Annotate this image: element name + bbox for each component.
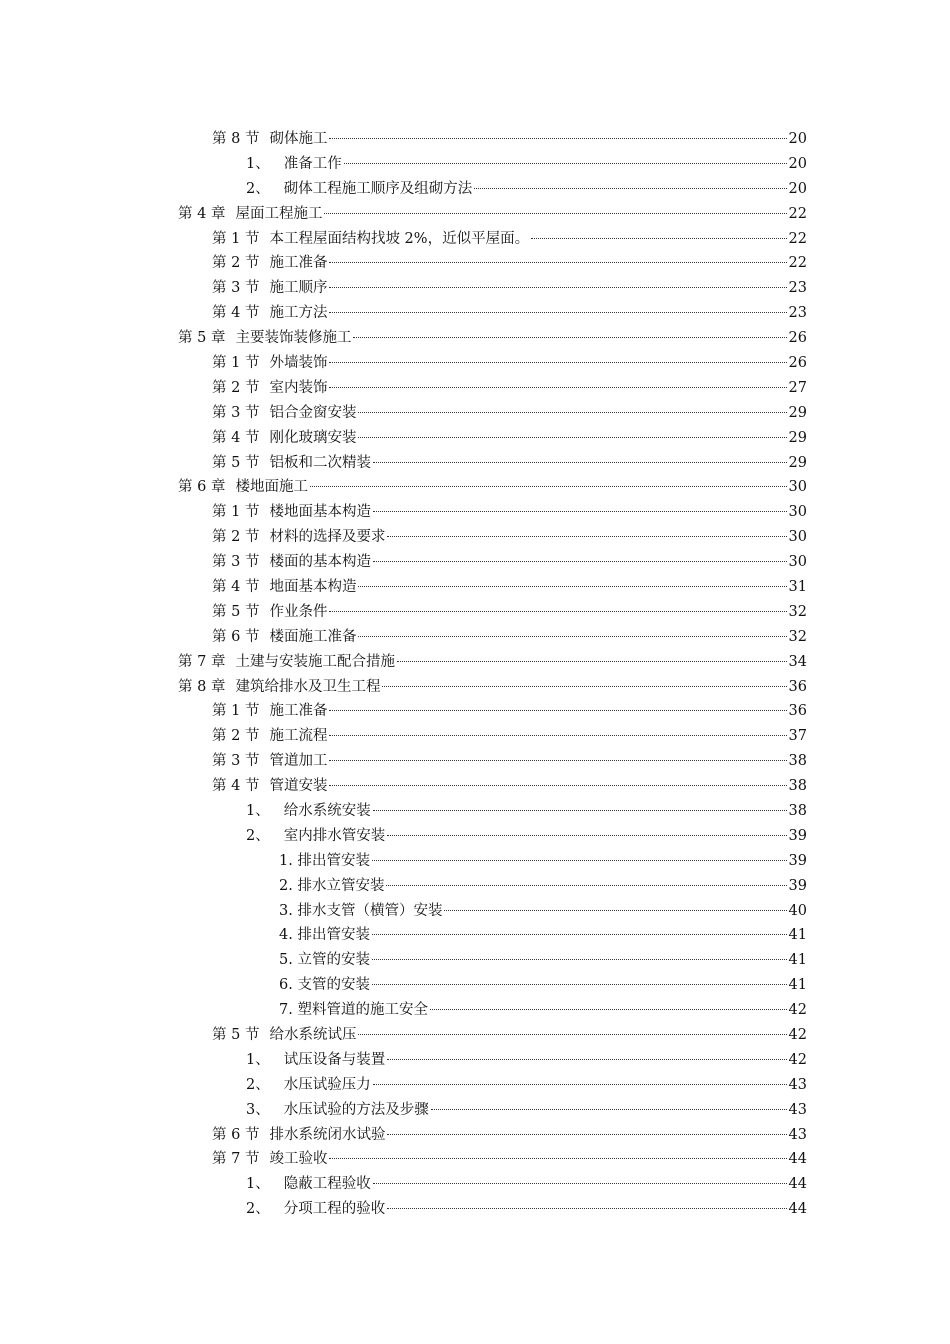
toc-entry[interactable] xyxy=(0,697,950,722)
toc-entry-line xyxy=(212,376,807,397)
toc-entry-line xyxy=(279,899,807,920)
toc-entry-line xyxy=(212,575,807,596)
toc-entry-page-number: 26 xyxy=(788,354,807,371)
toc-entry-page-number: 44 xyxy=(788,1176,807,1193)
toc-entry-page-number: 43 xyxy=(788,1076,807,1093)
toc-entry-page-number: 22 xyxy=(788,230,807,247)
table-of-contents xyxy=(0,125,950,1220)
toc-entry-title: 地面基本构造 xyxy=(269,578,357,595)
toc-entry[interactable] xyxy=(0,822,950,847)
toc-entry-number: 2、 xyxy=(246,827,270,844)
toc-dot-leader xyxy=(329,362,786,363)
toc-entry-number: 第 5 节 xyxy=(212,1027,260,1043)
toc-entry-title: 管道安装 xyxy=(269,778,328,795)
toc-entry-page-number: 30 xyxy=(788,554,807,571)
toc-entry-number: 1、 xyxy=(246,802,270,819)
toc-entry-line xyxy=(178,475,807,496)
toc-entry-number: 第 2 节 xyxy=(212,379,260,396)
toc-dot-leader xyxy=(372,959,787,960)
toc-entry-title: 试压设备与装置 xyxy=(283,1051,386,1068)
toc-entry-page-number: 32 xyxy=(788,628,807,645)
toc-entry-page-number: 20 xyxy=(788,155,807,172)
toc-entry-line xyxy=(246,824,807,845)
toc-entry-line xyxy=(279,923,807,944)
toc-entry-title: 4. 排出管安装 xyxy=(279,927,370,944)
toc-entry-page-number: 23 xyxy=(788,280,807,297)
toc-entry-title: 隐蔽工程验收 xyxy=(283,1176,371,1193)
toc-entry[interactable] xyxy=(0,772,950,797)
toc-entry-line xyxy=(212,301,807,322)
toc-entry[interactable] xyxy=(0,623,950,648)
toc-entry-number: 第 3 节 xyxy=(212,404,260,421)
toc-dot-leader xyxy=(372,984,787,985)
toc-entry[interactable] xyxy=(0,872,950,897)
toc-entry[interactable] xyxy=(0,150,950,175)
toc-dot-leader xyxy=(372,860,787,861)
toc-entry-title: 施工流程 xyxy=(269,728,328,745)
toc-entry-title: 外墙装饰 xyxy=(269,354,328,371)
toc-entry-number: 第 1 节 xyxy=(212,703,260,720)
toc-dot-leader xyxy=(358,586,786,587)
toc-entry-title: 主要装饰装修施工 xyxy=(235,330,352,347)
toc-entry-line xyxy=(212,525,807,546)
toc-entry-line xyxy=(212,1023,807,1044)
toc-dot-leader xyxy=(386,885,786,886)
toc-entry-line xyxy=(246,799,807,820)
toc-dot-leader xyxy=(531,238,786,239)
toc-entry-number: 第 6 节 xyxy=(212,1126,260,1143)
toc-entry[interactable] xyxy=(0,1170,950,1195)
toc-entry-number: 第 5 节 xyxy=(212,454,260,471)
toc-dot-leader xyxy=(329,735,786,736)
toc-entry-line xyxy=(212,724,807,745)
toc-entry-page-number: 41 xyxy=(788,952,807,969)
toc-entry-number: 第 7 章 xyxy=(178,653,226,670)
toc-entry[interactable] xyxy=(0,274,950,299)
toc-entry-title: 楼地面施工 xyxy=(235,479,308,496)
toc-entry-page-number: 34 xyxy=(788,653,807,670)
toc-dot-leader xyxy=(324,213,786,214)
toc-dot-leader xyxy=(358,437,786,438)
toc-entry-page-number: 30 xyxy=(788,529,807,546)
toc-entry-number: 1、 xyxy=(246,1051,270,1068)
toc-entry-page-number: 43 xyxy=(788,1101,807,1118)
toc-entry-line xyxy=(178,202,807,223)
toc-entry-line xyxy=(279,998,807,1019)
toc-entry[interactable] xyxy=(0,548,950,573)
toc-entry[interactable] xyxy=(0,922,950,947)
toc-entry-line xyxy=(212,1123,807,1144)
toc-dot-leader xyxy=(430,1009,787,1010)
toc-dot-leader xyxy=(329,710,786,711)
toc-entry-number: 第 4 节 xyxy=(212,429,260,446)
toc-entry-title: 2. 排水立管安装 xyxy=(279,877,385,894)
toc-entry-line xyxy=(246,1098,807,1119)
toc-entry-page-number: 42 xyxy=(788,1051,807,1068)
toc-entry-page-number: 30 xyxy=(788,504,807,521)
toc-entry-number: 第 3 节 xyxy=(212,280,260,297)
toc-entry-title: 给水系统试压 xyxy=(269,1027,357,1043)
toc-entry[interactable] xyxy=(0,797,950,822)
toc-entry-line xyxy=(178,675,807,696)
toc-entry-title: 砌体施工 xyxy=(269,130,328,147)
toc-entry-page-number: 31 xyxy=(788,578,807,595)
toc-dot-leader xyxy=(329,312,786,313)
toc-entry-page-number: 44 xyxy=(788,1201,807,1218)
toc-entry-line xyxy=(212,625,807,646)
toc-entry-title: 3. 排水支管（横管）安装 xyxy=(279,902,443,919)
toc-entry-title: 分项工程的验收 xyxy=(283,1201,386,1218)
toc-entry-line xyxy=(246,1197,807,1218)
toc-entry-line xyxy=(212,401,807,422)
toc-dot-leader xyxy=(373,810,787,811)
toc-entry[interactable] xyxy=(0,946,950,971)
toc-entry-number: 1、 xyxy=(246,155,270,172)
toc-entry-page-number: 22 xyxy=(788,205,807,222)
toc-entry-title: 楼面施工准备 xyxy=(269,628,357,645)
toc-entry-number: 第 4 节 xyxy=(212,305,260,322)
toc-entry-number: 3、 xyxy=(246,1101,270,1118)
toc-entry[interactable] xyxy=(0,1195,950,1220)
toc-entry-line xyxy=(212,127,807,148)
toc-entry-page-number: 29 xyxy=(788,404,807,421)
toc-entry-title: 铝合金窗安装 xyxy=(269,404,357,421)
toc-entry-title: 楼地面基本构造 xyxy=(269,504,371,521)
toc-entry-page-number: 40 xyxy=(788,902,807,919)
toc-entry-line xyxy=(212,1147,807,1168)
toc-entry-page-number: 27 xyxy=(788,379,807,396)
toc-entry[interactable] xyxy=(0,200,950,225)
toc-entry[interactable] xyxy=(0,847,950,872)
toc-entry[interactable] xyxy=(0,573,950,598)
toc-entry-title: 材料的选择及要求 xyxy=(269,529,386,546)
toc-entry[interactable] xyxy=(0,424,950,449)
toc-entry-number: 第 4 章 xyxy=(178,205,226,222)
toc-entry-number: 第 6 章 xyxy=(178,479,226,496)
toc-dot-leader xyxy=(397,661,787,662)
toc-entry-page-number: 36 xyxy=(788,703,807,720)
toc-entry-page-number: 42 xyxy=(788,1002,807,1019)
toc-entry-line xyxy=(212,426,807,447)
toc-entry[interactable] xyxy=(0,249,950,274)
toc-dot-leader xyxy=(310,486,787,487)
toc-entry-page-number: 38 xyxy=(788,778,807,795)
toc-entry[interactable] xyxy=(0,449,950,474)
toc-entry-page-number: 20 xyxy=(788,130,807,147)
toc-entry-number: 第 4 节 xyxy=(212,578,260,595)
toc-entry-number: 第 3 节 xyxy=(212,554,260,571)
toc-dot-leader xyxy=(353,337,786,338)
toc-entry-line xyxy=(279,874,807,895)
toc-dot-leader xyxy=(329,262,786,263)
toc-dot-leader xyxy=(431,1109,787,1110)
toc-entry-line xyxy=(279,849,807,870)
toc-dot-leader xyxy=(329,387,786,388)
toc-dot-leader xyxy=(373,511,787,512)
toc-entry-title: 砌体工程施工顺序及组砌方法 xyxy=(283,180,473,197)
toc-entry-page-number: 38 xyxy=(788,753,807,770)
toc-entry-title: 刚化玻璃安装 xyxy=(269,429,357,446)
toc-entry-title: 建筑给排水及卫生工程 xyxy=(235,678,381,695)
toc-entry[interactable] xyxy=(0,1121,950,1146)
toc-entry-page-number: 30 xyxy=(788,479,807,496)
toc-entry[interactable] xyxy=(0,747,950,772)
toc-entry[interactable] xyxy=(0,648,950,673)
toc-entry-number: 第 4 节 xyxy=(212,778,260,795)
toc-entry-line xyxy=(212,774,807,795)
toc-entry-line xyxy=(246,177,807,198)
toc-entry-page-number: 43 xyxy=(788,1126,807,1143)
toc-dot-leader xyxy=(382,686,786,687)
toc-dot-leader xyxy=(387,1208,786,1209)
toc-entry-title: 6. 支管的安装 xyxy=(279,977,370,994)
toc-dot-leader xyxy=(373,561,787,562)
toc-entry-number: 1、 xyxy=(246,1176,270,1193)
toc-entry[interactable] xyxy=(0,996,950,1021)
toc-entry-number: 第 1 节 xyxy=(212,504,260,521)
toc-entry[interactable] xyxy=(0,299,950,324)
toc-entry-title: 屋面工程施工 xyxy=(235,205,323,222)
toc-dot-leader xyxy=(373,462,787,463)
toc-entry[interactable] xyxy=(0,1146,950,1171)
toc-dot-leader xyxy=(387,1059,786,1060)
toc-entry-page-number: 39 xyxy=(788,852,807,869)
toc-dot-leader xyxy=(358,1034,786,1035)
toc-dot-leader xyxy=(444,910,786,911)
toc-entry-title: 管道加工 xyxy=(269,753,328,770)
toc-dot-leader xyxy=(474,188,786,189)
toc-entry-number: 2、 xyxy=(246,180,270,197)
toc-entry-page-number: 20 xyxy=(788,180,807,197)
toc-dot-leader xyxy=(358,636,786,637)
toc-entry-page-number: 41 xyxy=(788,927,807,944)
toc-entry-number: 第 8 节 xyxy=(212,130,260,147)
toc-entry-page-number: 39 xyxy=(788,827,807,844)
toc-dot-leader xyxy=(387,536,786,537)
toc-entry-line xyxy=(212,550,807,571)
toc-entry-line xyxy=(246,1048,807,1069)
toc-entry-title: 室内排水管安装 xyxy=(283,827,386,844)
toc-entry-line xyxy=(212,500,807,521)
toc-entry-line xyxy=(212,451,807,472)
toc-entry-page-number: 44 xyxy=(788,1151,807,1168)
toc-dot-leader xyxy=(329,287,786,288)
toc-entry-line xyxy=(246,1073,807,1094)
toc-entry-line xyxy=(212,600,807,621)
toc-entry[interactable] xyxy=(0,125,950,150)
toc-entry[interactable] xyxy=(0,971,950,996)
toc-entry[interactable] xyxy=(0,598,950,623)
toc-dot-leader xyxy=(344,163,787,164)
toc-dot-leader xyxy=(373,1084,787,1085)
toc-entry[interactable] xyxy=(0,399,950,424)
toc-dot-leader xyxy=(329,1158,786,1159)
toc-entry-page-number: 22 xyxy=(788,255,807,272)
toc-dot-leader xyxy=(373,1183,787,1184)
toc-entry-title: 水压试验压力 xyxy=(283,1076,371,1093)
toc-entry[interactable] xyxy=(0,722,950,747)
toc-entry[interactable] xyxy=(0,175,950,200)
toc-entry-number: 第 5 章 xyxy=(178,330,226,347)
toc-dot-leader xyxy=(329,138,786,139)
toc-entry-page-number: 42 xyxy=(788,1027,807,1043)
toc-entry[interactable] xyxy=(0,1071,950,1096)
toc-entry-title: 准备工作 xyxy=(283,155,342,172)
toc-entry-title: 1. 排出管安装 xyxy=(279,852,370,869)
toc-entry-title: 施工准备 xyxy=(269,703,328,720)
toc-entry-title: 施工准备 xyxy=(269,255,328,272)
toc-entry-number: 2、 xyxy=(246,1076,270,1093)
toc-entry-title: 施工顺序 xyxy=(269,280,328,297)
toc-entry-number: 第 2 节 xyxy=(212,728,260,745)
toc-entry-title: 作业条件 xyxy=(269,603,328,620)
toc-entry-title: 给水系统安装 xyxy=(283,802,371,819)
toc-entry-line xyxy=(246,152,807,173)
toc-entry[interactable] xyxy=(0,673,950,698)
toc-dot-leader xyxy=(387,1134,786,1135)
toc-entry-page-number: 26 xyxy=(788,330,807,347)
toc-entry-line xyxy=(279,973,807,994)
toc-entry-page-number: 38 xyxy=(788,802,807,819)
toc-entry-title: 铝板和二次精装 xyxy=(269,454,371,471)
toc-entry-number: 第 7 节 xyxy=(212,1151,260,1168)
toc-entry-page-number: 37 xyxy=(788,728,807,745)
toc-entry-title: 施工方法 xyxy=(269,305,328,322)
toc-entry-page-number: 39 xyxy=(788,877,807,894)
toc-entry-title: 本工程屋面结构找坡 2%，近似平屋面。 xyxy=(269,230,530,247)
toc-entry-title: 室内装饰 xyxy=(269,379,328,396)
toc-entry[interactable] xyxy=(0,473,950,498)
toc-dot-leader xyxy=(329,760,786,761)
toc-entry-title: 排水系统闭水试验 xyxy=(269,1126,386,1143)
toc-entry-page-number: 29 xyxy=(788,429,807,446)
toc-entry[interactable] xyxy=(0,225,950,250)
toc-dot-leader xyxy=(372,934,787,935)
toc-entry[interactable] xyxy=(0,1021,950,1046)
toc-entry-page-number: 29 xyxy=(788,454,807,471)
toc-entry[interactable] xyxy=(0,1096,950,1121)
toc-entry-number: 第 1 节 xyxy=(212,230,260,247)
toc-entry[interactable] xyxy=(0,1046,950,1071)
toc-entry-number: 第 6 节 xyxy=(212,628,260,645)
toc-entry-line xyxy=(212,251,807,272)
toc-entry[interactable] xyxy=(0,498,950,523)
toc-entry-page-number: 32 xyxy=(788,603,807,620)
toc-entry-line xyxy=(212,351,807,372)
toc-entry-title: 7. 塑料管道的施工安全 xyxy=(279,1002,428,1019)
toc-entry[interactable] xyxy=(0,324,950,349)
toc-entry-line xyxy=(279,948,807,969)
toc-entry-line xyxy=(212,276,807,297)
toc-entry-number: 第 1 节 xyxy=(212,354,260,371)
toc-entry-line xyxy=(178,326,807,347)
toc-entry-line xyxy=(212,699,807,720)
toc-entry[interactable] xyxy=(0,523,950,548)
toc-entry-number: 第 3 节 xyxy=(212,753,260,770)
toc-dot-leader xyxy=(387,835,786,836)
toc-entry-line xyxy=(178,650,807,671)
toc-entry-title: 土建与安装施工配合措施 xyxy=(235,653,395,670)
toc-entry-number: 第 2 节 xyxy=(212,529,260,546)
toc-entry-title: 水压试验的方法及步骤 xyxy=(283,1101,429,1118)
toc-entry-title: 5. 立管的安装 xyxy=(279,952,370,969)
toc-entry-number: 第 5 节 xyxy=(212,603,260,620)
toc-entry-line xyxy=(212,749,807,770)
toc-dot-leader xyxy=(329,611,786,612)
toc-entry-number: 第 2 节 xyxy=(212,255,260,272)
toc-entry[interactable] xyxy=(0,897,950,922)
toc-entry-page-number: 36 xyxy=(788,678,807,695)
toc-entry-line xyxy=(246,1172,807,1193)
toc-entry[interactable] xyxy=(0,374,950,399)
toc-entry-title: 楼面的基本构造 xyxy=(269,554,371,571)
toc-entry-page-number: 23 xyxy=(788,305,807,322)
toc-entry[interactable] xyxy=(0,349,950,374)
toc-entry-number: 第 8 章 xyxy=(178,678,226,695)
toc-entry-number: 2、 xyxy=(246,1201,270,1218)
toc-entry-title: 竣工验收 xyxy=(269,1151,328,1168)
toc-entry-page-number: 41 xyxy=(788,977,807,994)
toc-dot-leader xyxy=(329,785,786,786)
toc-entry-line xyxy=(212,227,807,248)
toc-dot-leader xyxy=(358,412,786,413)
